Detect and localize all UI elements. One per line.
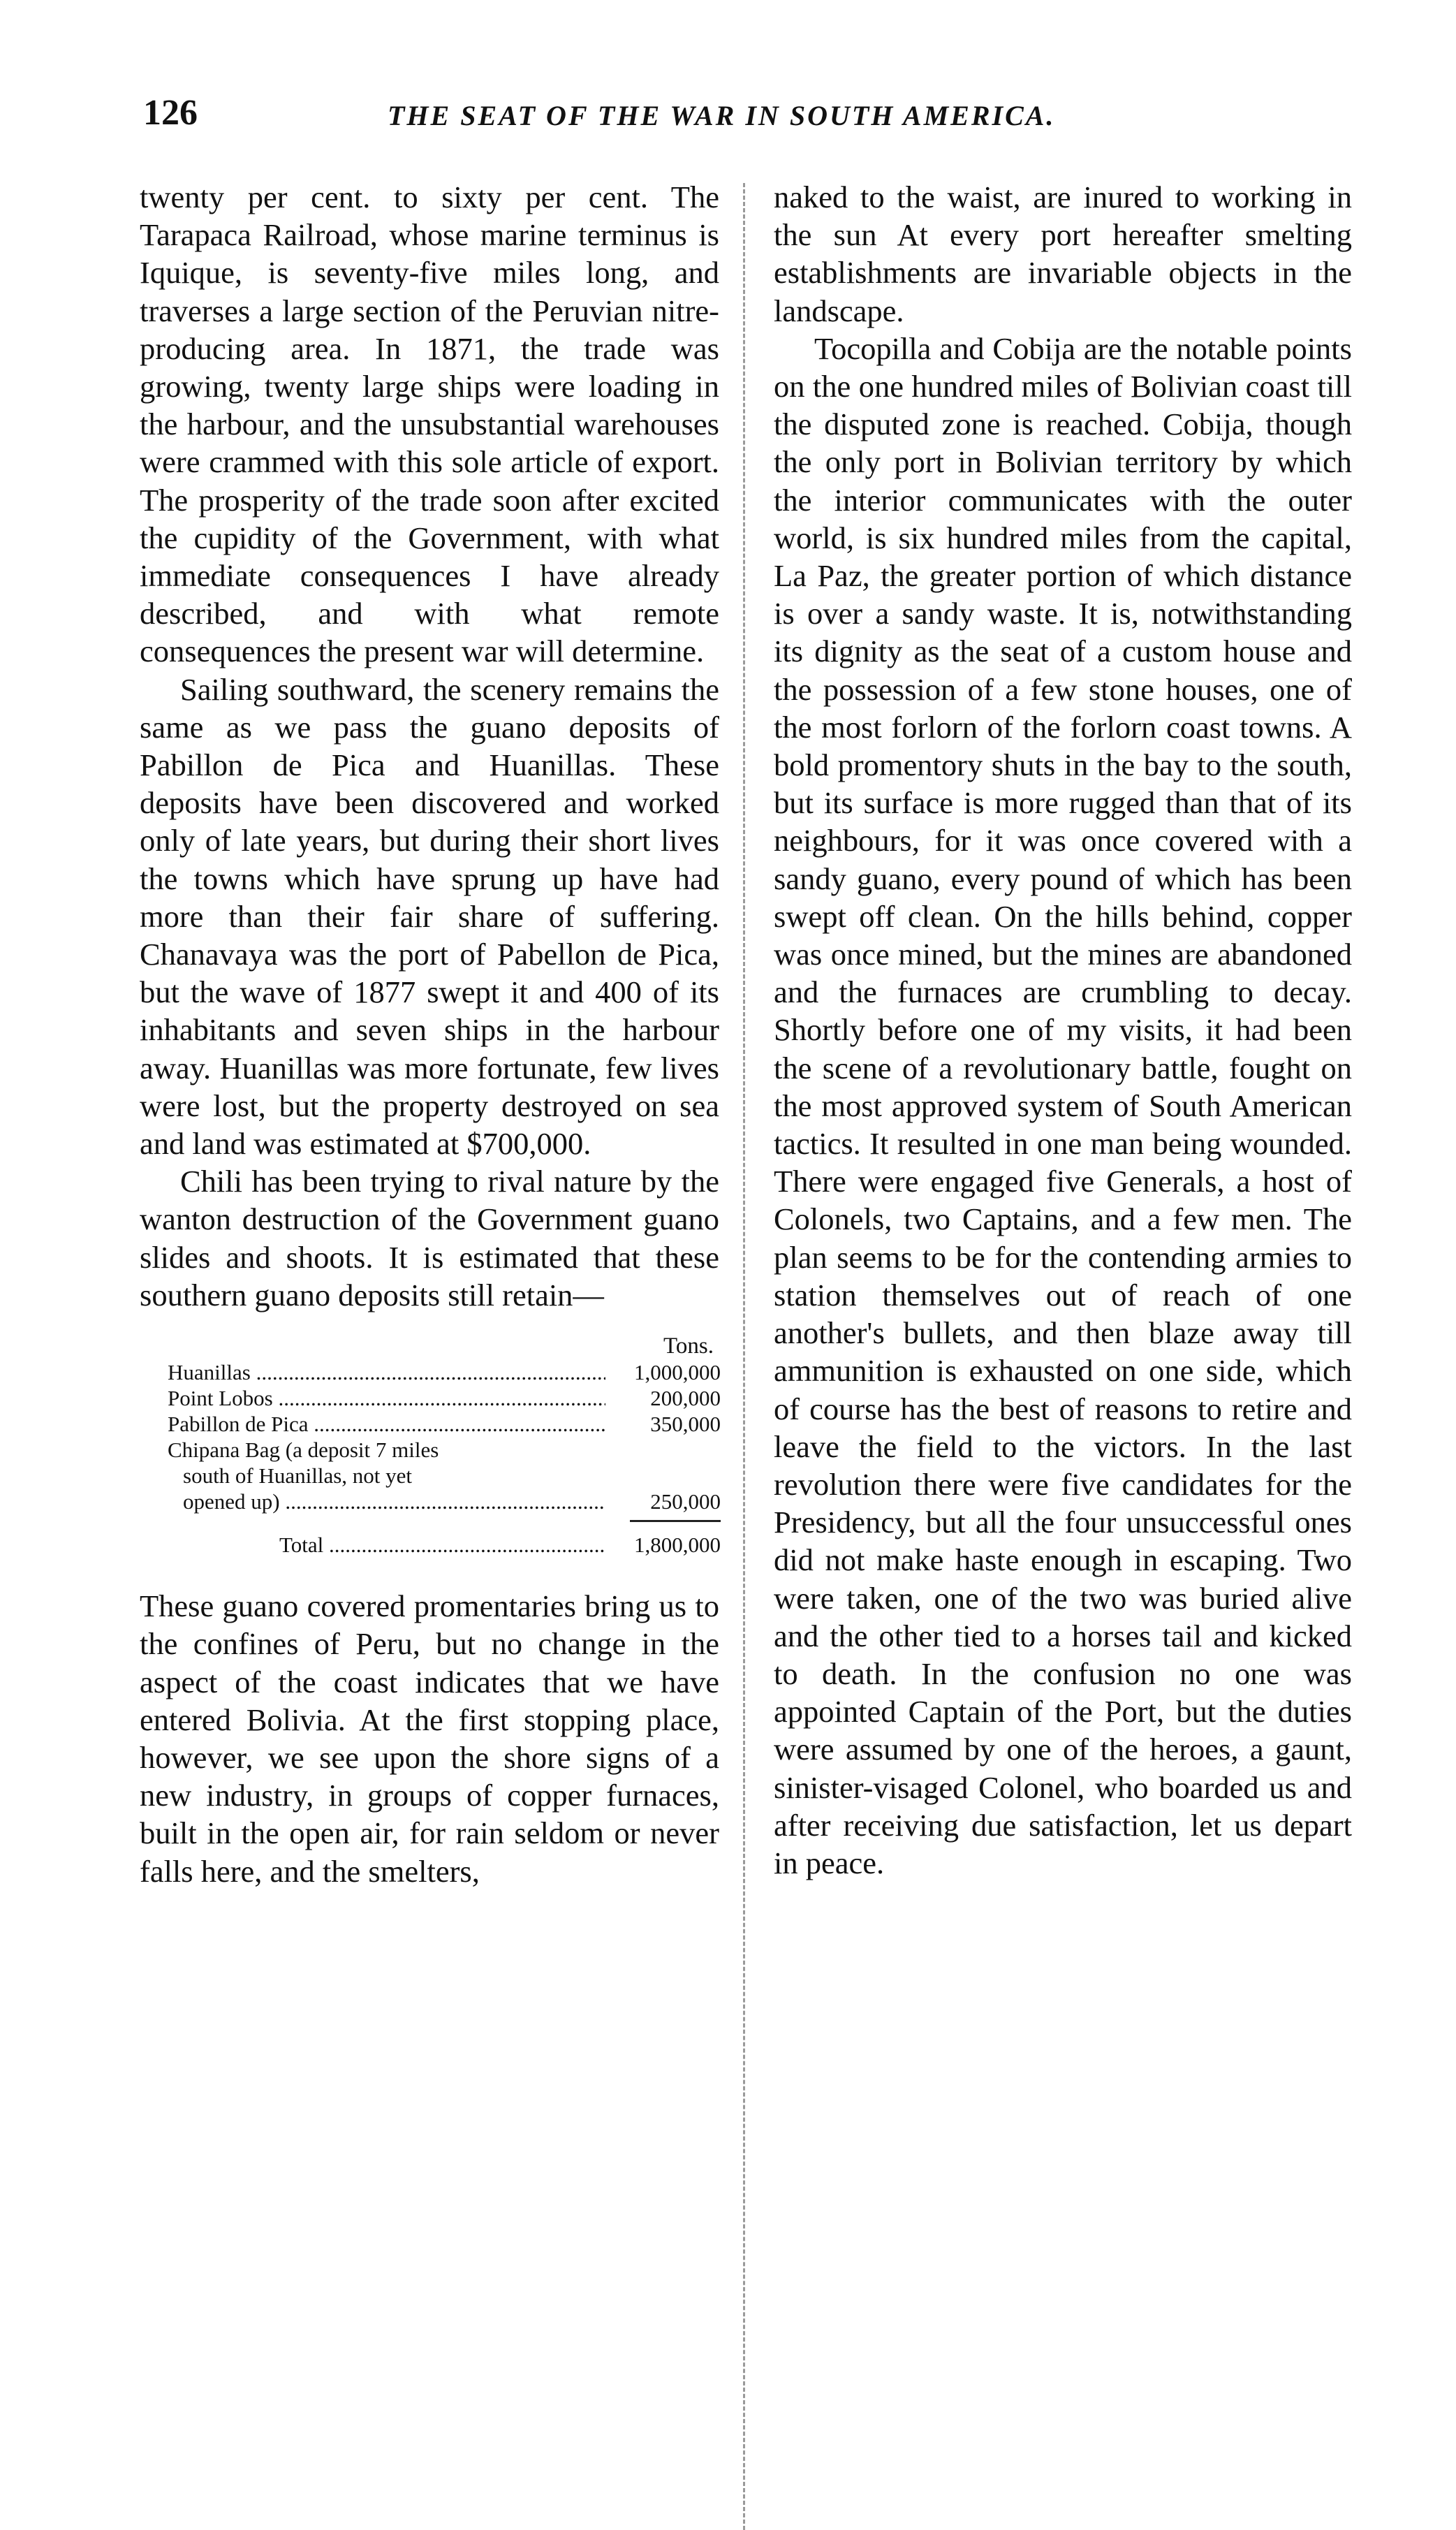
paragraph: Sailing southward, the scenery remains the same as we pass the guano deposits of Pabillon de Pica and Huanillas. These deposits have been discovered and worked only of late years, but during their short lives the towns which have sprung up have had more than their fair share of suffering. Chanavaya was the port of Pabellon de Pica, but the wave of 1877 swept it and 400 of its inhabitants and seven ships in the harbour away. Huanillas was more fortunate, few lives were lost, but the property destroyed on sea and land was estimated at $700,000. xyxy=(140,671,719,1162)
row-value: 200,000 xyxy=(650,1386,721,1411)
column-divider xyxy=(743,183,745,2530)
guano-deposits-table xyxy=(168,1333,721,1558)
row-name-line: south of Huanillas, not yet xyxy=(183,1463,413,1489)
paragraph: Tocopilla and Cobija are the notable points on the one hundred miles of Bolivian coast till the disputed zone is reached. Cobija, though the only port in Bolivian territory by which the interior communicates with the outer world, is six hundred miles from the capital, La Paz, the greater portion of which distance is over a sandy waste. It is, notwithstanding its dignity as the seat of a custom house and the possession of a few stone houses, one of the most forlorn of the forlorn coast towns. A bold promentory shuts in the bay to the south, but its surface is more rugged than that of its neighbours, for it was once covered with a sandy guano, every pound of which has been swept off clean. On the hills behind, copper was once mined, but the mines are abandoned and the furnaces are crumbling to decay. Shortly before one of my visits, it had been the scene of a revolutionary battle, fought on the most approved system of South American tactics. It resulted in one man being wounded. There were engaged five Generals, a host of Colonels, two Captains, and a few men. The plan seems to be for the contending armies to station themselves out of reach of one another's bullets, and then blaze away till ammunition is exhausted on one side, which of course has the best of reasons to retire and leave the field to the victors. In the last revolution there were five candidates for the Presidency, but all the four unsuccessful ones did not make haste enough in escaping. Two were taken, one of the two was buried alive and the other tied to a horses tail and kicked to death. In the confusion no one was appointed Captain of the Port, but the duties were assumed by one of the heroes, a gaunt, sinister-visaged Colonel, who boarded us and after receiving due satisfaction, let us depart in peace. xyxy=(774,330,1352,1880)
left-column xyxy=(140,178,719,1890)
row-value: 350,000 xyxy=(650,1412,721,1437)
table-row xyxy=(168,1411,721,1437)
row-name xyxy=(168,1437,605,1514)
running-title: THE SEAT OF THE WAR IN SOUTH AMERICA. xyxy=(388,100,1056,131)
table-row xyxy=(168,1437,721,1514)
table-row xyxy=(168,1359,721,1385)
row-name-line: Chipana Bag (a deposit 7 miles xyxy=(168,1438,439,1463)
total-rule xyxy=(630,1520,721,1522)
paragraph: naked to the waist, are inured to working in the sun At every port hereafter smelting establishments are invariable objects in the landscape. xyxy=(774,180,1352,328)
paragraph: twenty per cent. to sixty per cent. The Tarapaca Railroad, whose marine terminus is Iquique, is seventy-five miles long, and traverses a large section of the Peruvian nitre-producing area. In 1871, the trade was growing, twenty large ships were loading in the harbour, and the unsubstantial warehouses were crammed with this sole article of export. The prosperity of the trade soon after excited the cupidity of the Government, with what immediate consequences I have already described, and with what remote consequences the present war will determine. xyxy=(140,180,719,669)
table-row xyxy=(168,1385,721,1411)
total-value: 1,800,000 xyxy=(634,1533,721,1558)
total-label: Total ..... xyxy=(168,1532,605,1558)
row-name: Huanillas ..... xyxy=(168,1359,605,1385)
table-total-row xyxy=(168,1532,721,1558)
row-value: 250,000 xyxy=(650,1489,721,1514)
row-name: Point Lobos ..... xyxy=(168,1385,605,1411)
paragraph: These guano covered promentaries bring us to the confines of Peru, but no change in the aspect of the coast indicates that we have entered Bolivia. At the first stopping place, however, we see upon the shore signs of a new industry, in groups of copper furnaces, built in the open air, for rain seldom or never falls here, and the smelters, xyxy=(140,1588,719,1889)
table-unit-header: Tons. xyxy=(663,1333,714,1359)
page-number: 126 xyxy=(143,93,198,133)
row-name: Pabillon de Pica ..... xyxy=(168,1411,605,1437)
page-header xyxy=(143,92,1348,141)
row-value: 1,000,000 xyxy=(634,1360,721,1385)
right-column xyxy=(774,178,1352,1882)
row-name-line: opened up) ..... xyxy=(168,1489,605,1514)
paragraph: Chili has been trying to rival nature by the wanton destruction of the Government guano slides and shoots. It is estimated that these southern guano deposits still retain— xyxy=(140,1164,719,1312)
